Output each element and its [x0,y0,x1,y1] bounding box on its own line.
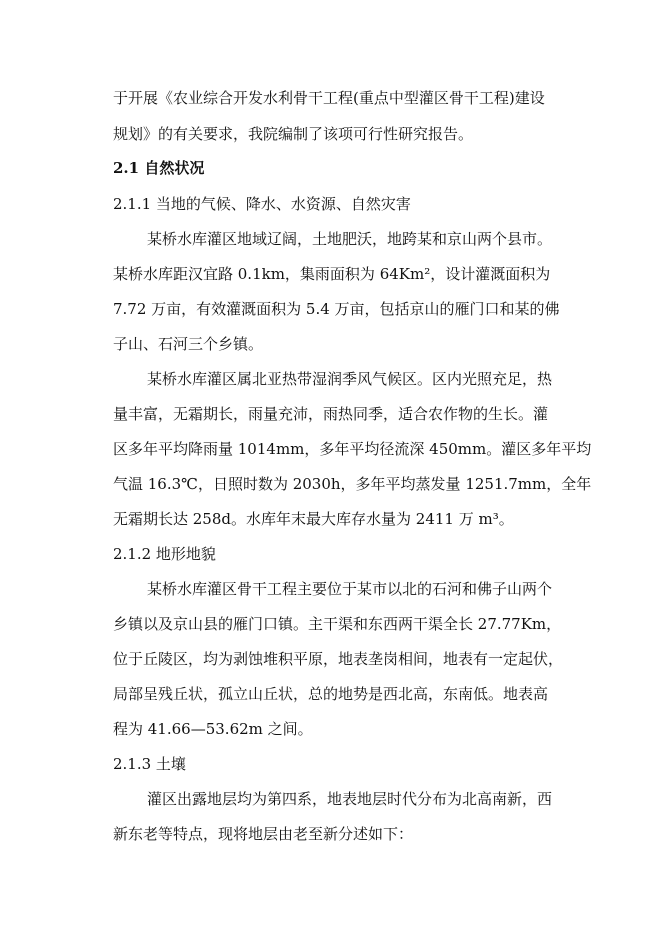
paragraph-line: 某桥水库距汉宜路 0.1km，集雨面积为 64Km²，设计灌溉面积为 [113,265,551,283]
paragraph-line: 规划》的有关要求，我院编制了该项可行性研究报告。 [113,125,474,143]
paragraph-line: 灌区出露地层均为第四系，地表地层时代分布为北高南新，西 [147,790,553,808]
paragraph-line: 子山、石河三个乡镇。 [113,335,264,353]
paragraph-line: 程为 41.66—53.62m 之间。 [113,720,313,738]
subsection-heading: 2.1.3 土壤 [113,755,186,773]
paragraph-line: 气温 16.3℃，日照时数为 2030h，多年平均蒸发量 1251.7mm，全年 [113,475,592,493]
paragraph-line: 于开展《农业综合开发水利骨干工程(重点中型灌区骨干工程)建设 [113,89,545,107]
subsection-heading: 2.1.2 地形地貌 [113,545,216,563]
paragraph-line: 无霜期长达 258d。水库年末最大库存水量为 2411 万 m³。 [113,510,514,528]
paragraph-line: 位于丘陵区，均为剥蚀堆积平原，地表垄岗相间，地表有一定起伏， [113,650,564,668]
paragraph-line: 乡镇以及京山县的雁门口镇。主干渠和东西两干渠全长 27.77Km， [113,615,562,633]
paragraph-line: 区多年平均降雨量 1014mm，多年平均径流深 450mm。灌区多年平均 [113,440,592,458]
paragraph-line: 某桥水库灌区地域辽阔，土地肥沃，地跨某和京山两个县市。 [147,230,553,248]
paragraph-line: 局部呈残丘状，孤立山丘状，总的地势是西北高，东南低。地表高 [113,685,549,703]
paragraph-line: 量丰富，无霜期长，雨量充沛，雨热同季，适合农作物的生长。灌 [113,405,549,423]
subsection-heading: 2.1.1 当地的气候、降水、水资源、自然灾害 [113,195,411,213]
paragraph-line: 某桥水库灌区属北亚热带湿润季风气候区。区内光照充足，热 [147,370,553,388]
paragraph-line: 新东老等特点，现将地层由老至新分述如下： [113,825,414,843]
paragraph-line: 7.72 万亩，有效灌溉面积为 5.4 万亩，包括京山的雁门口和某的佛 [113,300,560,318]
paragraph-line: 某桥水库灌区骨干工程主要位于某市以北的石河和佛子山两个 [147,580,553,598]
section-heading: 2.1 自然状况 [113,159,205,177]
